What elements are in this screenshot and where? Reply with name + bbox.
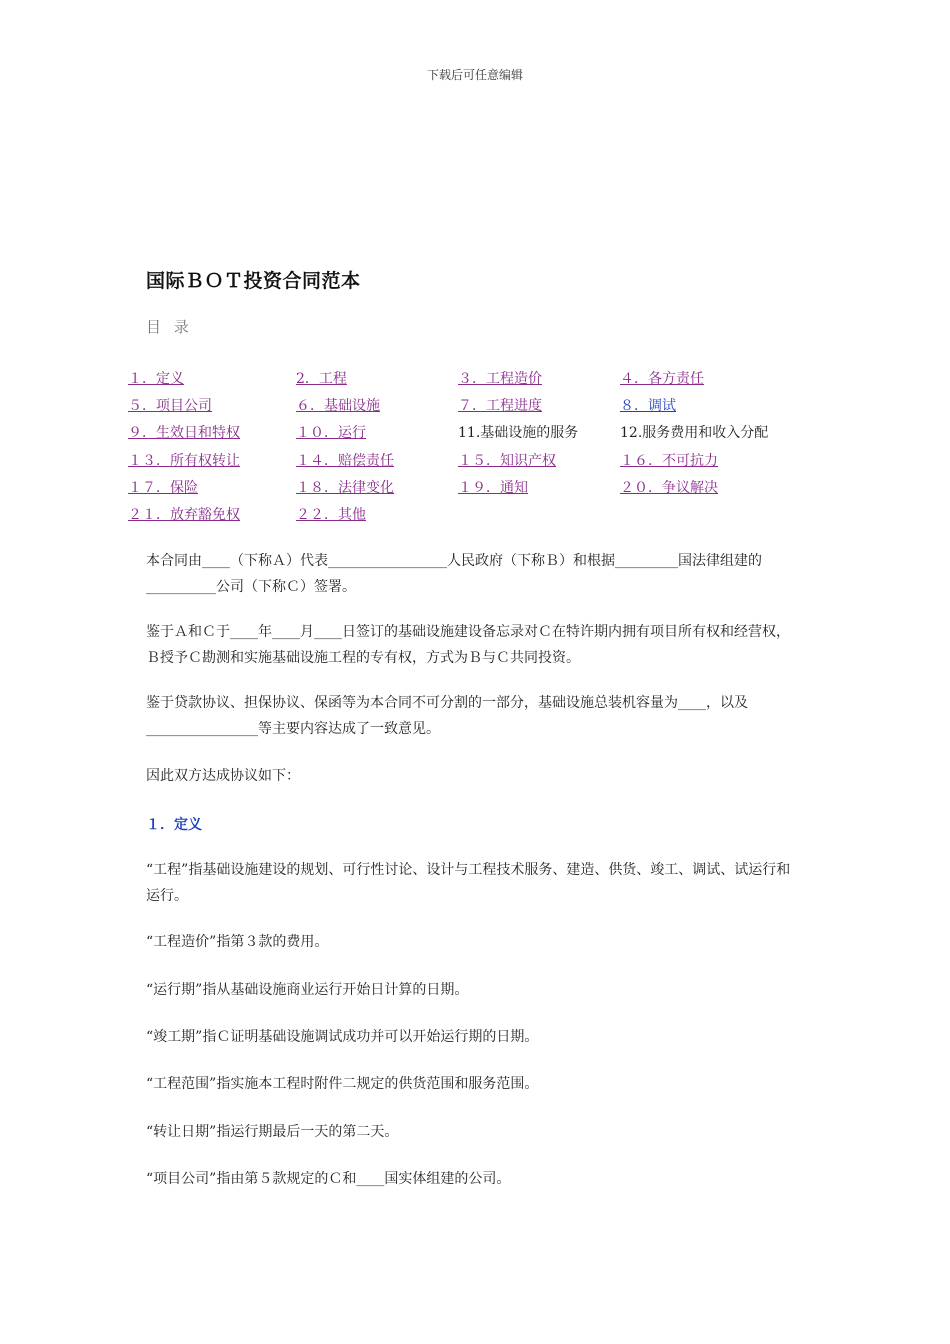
toc-row — [128, 446, 828, 473]
toc-link[interactable]: １４．赔偿责任 — [296, 452, 394, 469]
toc-row — [128, 473, 828, 500]
toc-link[interactable]: １．定义 — [128, 370, 184, 387]
definition-item: “项目公司”指由第５款规定的Ｃ和____国实体组建的公司。 — [146, 1171, 511, 1187]
section-heading-definitions: １．定义 — [146, 817, 202, 833]
toc-link[interactable]: 2．工程 — [296, 370, 347, 387]
toc-link: 11.基础设施的服务 — [458, 425, 579, 442]
toc-row — [128, 391, 828, 418]
toc-link[interactable]: １５．知识产权 — [458, 452, 556, 469]
toc-link[interactable]: ８．调试 — [620, 397, 676, 414]
definition-item: “竣工期”指Ｃ证明基础设施调试成功并可以开始运行期的日期。 — [146, 1029, 539, 1045]
intro-paragraph-whereas-agreements: 鉴于贷款协议、担保协议、保函等为本合同不可分割的一部分，基础设施总装机容量为____，以及________________等主要内容达成了一致意见。 — [146, 695, 748, 737]
toc-row — [128, 364, 828, 391]
toc-link[interactable]: １７．保险 — [128, 479, 198, 496]
definition-item: “转让日期”指运行期最后一天的第二天。 — [146, 1124, 399, 1140]
toc-link: 12.服务费用和收入分配 — [620, 425, 769, 442]
definition-item: “工程范围”指实施本工程时附件二规定的供货范围和服务范围。 — [146, 1076, 539, 1092]
toc-row — [128, 419, 828, 446]
intro-paragraph-agreement: 因此双方达成协议如下： — [146, 768, 300, 784]
toc-row — [128, 500, 828, 527]
document-title: 国际ＢＯＴ投资合同范本 — [146, 270, 361, 292]
definition-item: “运行期”指从基础设施商业运行开始日计算的日期。 — [146, 982, 469, 998]
definition-item: “工程”指基础设施建设的规划、可行性讨论、设计与工程技术服务、建造、供货、竣工、调试、试运行和运行。 — [146, 862, 791, 904]
toc-link[interactable]: ２０．争议解决 — [620, 479, 718, 496]
toc-link[interactable]: １６．不可抗力 — [620, 452, 718, 469]
toc-link[interactable]: ４．各方责任 — [620, 370, 704, 387]
toc-link[interactable]: １３．所有权转让 — [128, 452, 240, 469]
toc-link[interactable]: ３．工程造价 — [458, 370, 542, 387]
toc-link[interactable]: ５．项目公司 — [128, 397, 212, 414]
intro-paragraph-parties: 本合同由____（下称Ａ）代表_________________人民政府（下称Ｂ）和根据_________国法律组建的__________公司（下称Ｃ）签署。 — [146, 553, 762, 595]
toc-link[interactable]: １８．法律变化 — [296, 479, 394, 496]
page-header-note: 下载后可任意编辑 — [426, 68, 523, 82]
toc-link[interactable]: １９．通知 — [458, 479, 528, 496]
toc-link[interactable]: ２２．其他 — [296, 507, 366, 524]
toc-link[interactable]: ９．生效日和特权 — [128, 425, 240, 442]
definition-item: “工程造价”指第３款的费用。 — [146, 934, 329, 950]
toc-heading: 目 录 — [146, 318, 193, 336]
intro-paragraph-whereas-memo: 鉴于Ａ和Ｃ于____年____月____日签订的基础设施建设备忘录对Ｃ在特许期内拥有项目所有权和经营权，Ｂ授予Ｃ勘测和实施基础设施工程的专有权，方式为Ｂ与Ｃ共同投资。 — [146, 624, 790, 666]
toc-link[interactable]: ７．工程进度 — [458, 397, 542, 414]
toc-link[interactable]: ６．基础设施 — [296, 397, 380, 414]
toc-link[interactable]: ２１．放弃豁免权 — [128, 507, 240, 524]
table-of-contents — [128, 364, 828, 528]
toc-link[interactable]: １０．运行 — [296, 425, 366, 442]
